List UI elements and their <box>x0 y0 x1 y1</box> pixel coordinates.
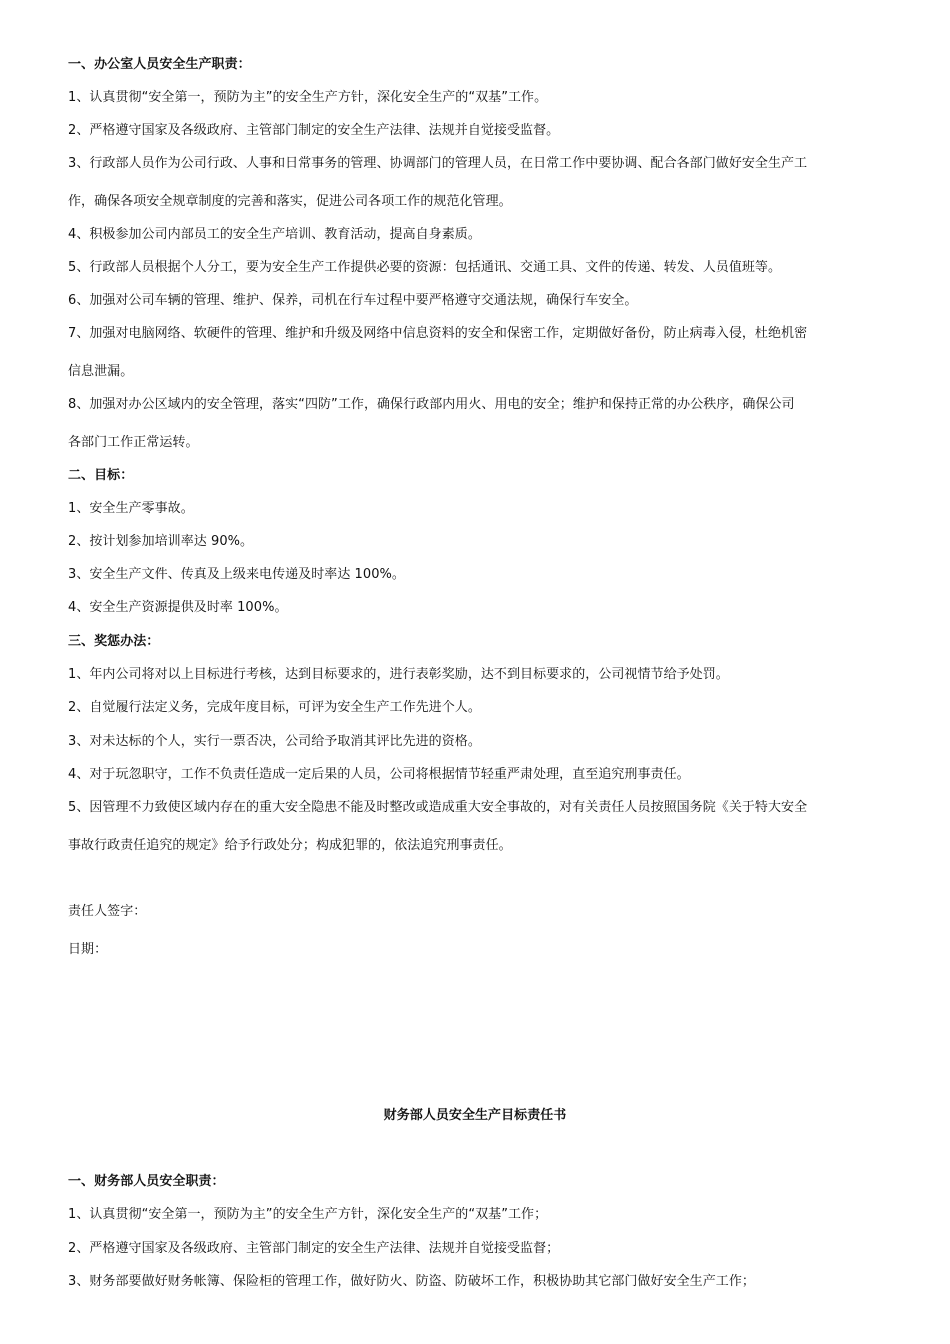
duty-item: 8、加强对办公区域内的安全管理，落实“四防”工作，确保行政部内用火、用电的安全；维护和保持正常的办公秩序，确保公司 <box>68 397 795 412</box>
duty-item-continued: 各部门工作正常运转。 <box>68 435 199 450</box>
duty-item: 2、严格遵守国家及各级政府、主管部门制定的安全生产法律、法规并自觉接受监督。 <box>68 123 560 138</box>
reward-item: 4、对于玩忽职守，工作不负责任造成一定后果的人员，公司将根据情节轻重严肃处理，直至追究刑事责任。 <box>68 767 690 782</box>
duty-item: 3、财务部要做好财务帐簿、保险柜的管理工作，做好防火、防盗、防破坏工作，积极协助其它部门做好安全生产工作； <box>68 1274 755 1289</box>
section-heading: 二、目标： <box>68 468 134 483</box>
reward-item: 3、对未达标的个人，实行一票否决，公司给予取消其评比先进的资格。 <box>68 734 481 749</box>
reward-item-continued: 事故行政责任追究的规定》给予行政处分；构成犯罪的，依法追究刑事责任。 <box>68 838 512 853</box>
duty-item: 5、行政部人员根据个人分工，要为安全生产工作提供必要的资源：包括通讯、交通工具、文件的传递、转发、人员值班等。 <box>68 260 782 275</box>
reward-item: 2、自觉履行法定义务，完成年度目标，可评为安全生产工作先进个人。 <box>68 700 481 715</box>
goal-item: 2、按计划参加培训率达 90%。 <box>68 534 254 549</box>
section-heading: 一、财务部人员安全职责： <box>68 1174 225 1189</box>
signature-label: 责任人签字： <box>68 904 147 919</box>
goal-item: 4、安全生产资源提供及时率 100%。 <box>68 600 288 615</box>
duty-item: 6、加强对公司车辆的管理、维护、保养，司机在行车过程中要严格遵守交通法规，确保行车安全。 <box>68 293 638 308</box>
section-heading: 三、奖惩办法： <box>68 634 160 649</box>
goal-item: 1、安全生产零事故。 <box>68 501 194 516</box>
duty-item: 1、认真贯彻“安全第一，预防为主”的安全生产方针，深化安全生产的“双基”工作。 <box>68 90 548 105</box>
duty-item: 1、认真贯彻“安全第一，预防为主”的安全生产方针，深化安全生产的“双基”工作； <box>68 1207 548 1222</box>
duty-item-continued: 信息泄漏。 <box>68 364 134 379</box>
reward-item: 1、年内公司将对以上目标进行考核，达到目标要求的，进行表彰奖励，达不到目标要求的，公司视情节给予处罚。 <box>68 667 729 682</box>
duty-item-continued: 作，确保各项安全规章制度的完善和落实，促进公司各项工作的规范化管理。 <box>68 194 512 209</box>
duty-item: 2、严格遵守国家及各级政府、主管部门制定的安全生产法律、法规并自觉接受监督； <box>68 1241 560 1256</box>
section-heading: 一、办公室人员安全生产职责： <box>68 57 251 72</box>
date-label: 日期： <box>68 942 108 957</box>
document-title: 财务部人员安全生产目标责任书 <box>383 1108 567 1123</box>
reward-item: 5、因管理不力致使区域内存在的重大安全隐患不能及时整改或造成重大安全事故的，对有关责任人员按照国务院《关于特大安全 <box>68 800 808 815</box>
duty-item: 4、积极参加公司内部员工的安全生产培训、教育活动，提高自身素质。 <box>68 227 481 242</box>
goal-item: 3、安全生产文件、传真及上级来电传递及时率达 100%。 <box>68 567 405 582</box>
duty-item: 7、加强对电脑网络、软硬件的管理、维护和升级及网络中信息资料的安全和保密工作，定期做好备份，防止病毒入侵，杜绝机密 <box>68 326 808 341</box>
duty-item: 3、行政部人员作为公司行政、人事和日常事务的管理、协调部门的管理人员，在日常工作中要协调、配合各部门做好安全生产工 <box>68 156 808 171</box>
